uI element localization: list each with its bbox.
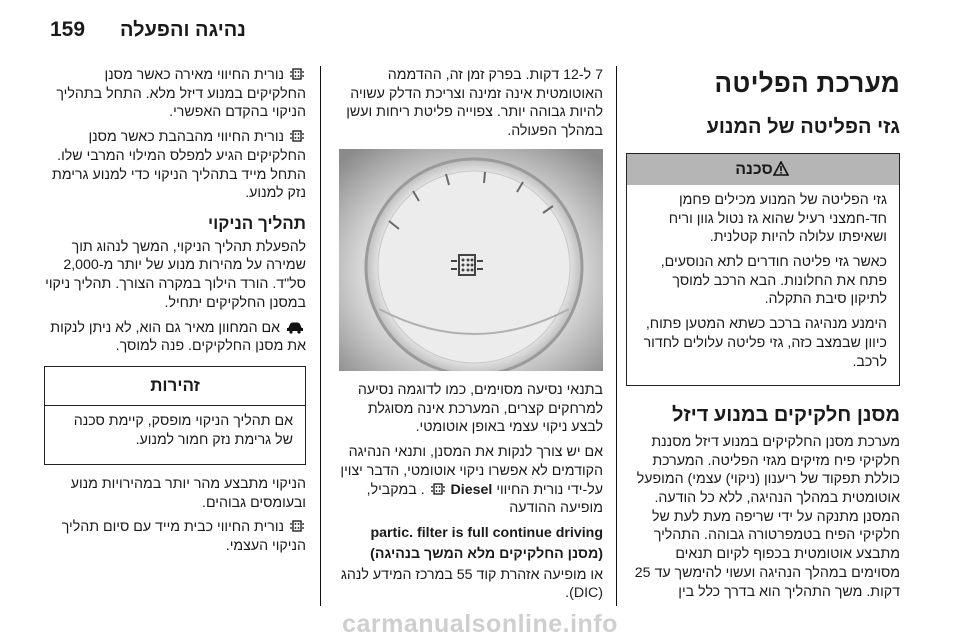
body-paragraph: הניקוי מתבצע מהר יותר במהירויות מנוע ובעומסים גבוהים. — [70, 475, 306, 511]
indicator-text: . במקביל, מופיעה ההודעה — [366, 481, 603, 517]
indicator-text: נורית החיווי מהבהבת כאשר מסנן החלקיקים הגיע למפלס המילוי המרבי שלו. התחל מייד בתהליך הניקוי כדי למנוע גרימת נזק למנוע. — [52, 129, 306, 202]
chapter-title: מערכת הפליטה — [714, 68, 900, 98]
watermark: carmanualsonline.info — [342, 610, 618, 638]
diesel-particulate-filter-icon — [431, 482, 445, 496]
column-divider-right — [616, 66, 617, 606]
diesel-particulate-filter-icon — [290, 129, 304, 143]
caution-paragraph: אם תהליך הניקוי מופסק, קיימת סכנה של גרימת נזק חמור למנוע. — [73, 413, 293, 449]
indicator-text: אם יש צורך לנקות את המסנן, ותנאי הנהיגה הקודמים לא אפשרו ניקוי אוטומטי, הדבר יצוין על-ידי נורית החיווי — [340, 444, 603, 498]
indicator-text: אם המחוון מאיר גם הוא, לא ניתן לנקות את מסנן החלקיקים. פנה למוסך. — [50, 319, 306, 355]
caution-box-body — [45, 406, 305, 463]
column-right — [626, 66, 900, 607]
danger-box-body — [627, 185, 899, 386]
danger-box — [626, 153, 900, 387]
danger-paragraph: כאשר גזי פליטה חודרים לתא הנוסעים, פתח את החלונות. הבא הרכב למוסך לתיקון סיבת התקלה. — [660, 254, 887, 308]
warning-triangle-icon — [773, 161, 789, 176]
body-paragraph: בתנאי נסיעה מסוימים, כמו לדוגמה נסיעה למרחקים קצרים, המערכת אינה מסוגלת לבצע ניקוי עצמי באופן אוטומטי. — [357, 381, 603, 436]
page-number: 159 — [50, 18, 86, 41]
caution-box-heading: זהירות — [45, 367, 305, 406]
message-english: partic. filter is full continue driving — [370, 525, 603, 542]
body-paragraph: מערכת מסנן החלקיקים במנוע דיזל מסננת חלקיקי פיח מזיקים מגזי הפליטה. המערכת כוללת תפקוד של ריענון (ניקוי) עצמי) המופעל אוטומטית במהלך הנהיגה, ללא כל הודעה. המסנן מתנקה על ידי שריפה מעת לעת של חלקיקי הפיח בטמפרטורה גבוהה. התהליך מתבצע אוטומטית בכפוף לקיום תנאים מסוימים במהלך הנהיגה ועשוי להימשך עד 25 דקות. משך התהליך הוא בדרך כלל בין — [634, 433, 900, 600]
indicator-text: נורית החיווי מאירה כאשר מסנן החלקיקים במנוע דיזל מלא. התחל בתהליך הניקוי בהקדם האפשרי. — [56, 67, 306, 121]
body-paragraph — [337, 443, 603, 518]
danger-box-heading — [627, 154, 899, 185]
column-divider-left — [320, 66, 321, 606]
diesel-particulate-filter-icon — [290, 67, 304, 81]
column-left — [44, 66, 306, 562]
body-paragraph: 7 ל-12 דקות. בפרק זמן זה, ההדממה האוטומטית אינה זמינה וצריכת הדלק עשויה להיות גבוהה יותר. צפוייה פליטת ריחות ועשן במהלך הפעולה. — [346, 67, 603, 140]
indicator-text: נורית החיווי כבית מייד עם סיום תהליך הניקוי העצמי. — [61, 519, 306, 555]
danger-heading-text: סכנה — [735, 160, 773, 178]
running-title: נהיגה והפעלה — [120, 19, 246, 41]
danger-paragraph: הימנע מנהיגה ברכב כשתא המטען פתוח, כיוון שבמצב כזה, גזי פליטה עלולים לחדור לרכב. — [643, 316, 887, 370]
section-title-diesel-filter: מסנן חלקיקים במנוע דיזל — [671, 404, 900, 427]
page-header — [0, 0, 960, 64]
body-paragraph — [44, 319, 306, 356]
instrument-gauge-image — [339, 149, 603, 371]
message-hebrew: (מסנן החלקיקים מלא המשך בנהיגה) — [370, 545, 603, 562]
car-warning-icon — [286, 320, 304, 334]
body-paragraph: או מופיעה אזהרת קוד 55 במרכז המידע לנהג (DIC). — [340, 566, 603, 602]
diesel-word: Diesel — [450, 481, 493, 498]
danger-paragraph: גזי הפליטה של המנוע מכילים פחמן חד-חמצני רעיל שהוא גז נטול גוון וריח ושאיפתו עלולה להיות קטלנית. — [668, 191, 887, 246]
caution-box — [44, 366, 306, 465]
subsection-title-cleaning: תהליך הניקוי — [207, 214, 306, 234]
section-title-exhaust-gases: גזי הפליטה של המנוע — [706, 116, 900, 139]
body-paragraph — [44, 66, 306, 122]
body-paragraph: להפעלת תהליך הניקוי, המשך לנהוג תוך שמירה על מהירות מנוע של יותר מ-2,000 סל"ד. הורד הילוך במקרה הצורך. תהליך ניקוי במסנן החלקיקים יתחיל. — [45, 238, 306, 311]
body-paragraph — [44, 128, 306, 203]
diesel-particulate-filter-icon — [290, 519, 304, 533]
column-middle — [337, 66, 603, 609]
body-paragraph — [44, 518, 306, 555]
